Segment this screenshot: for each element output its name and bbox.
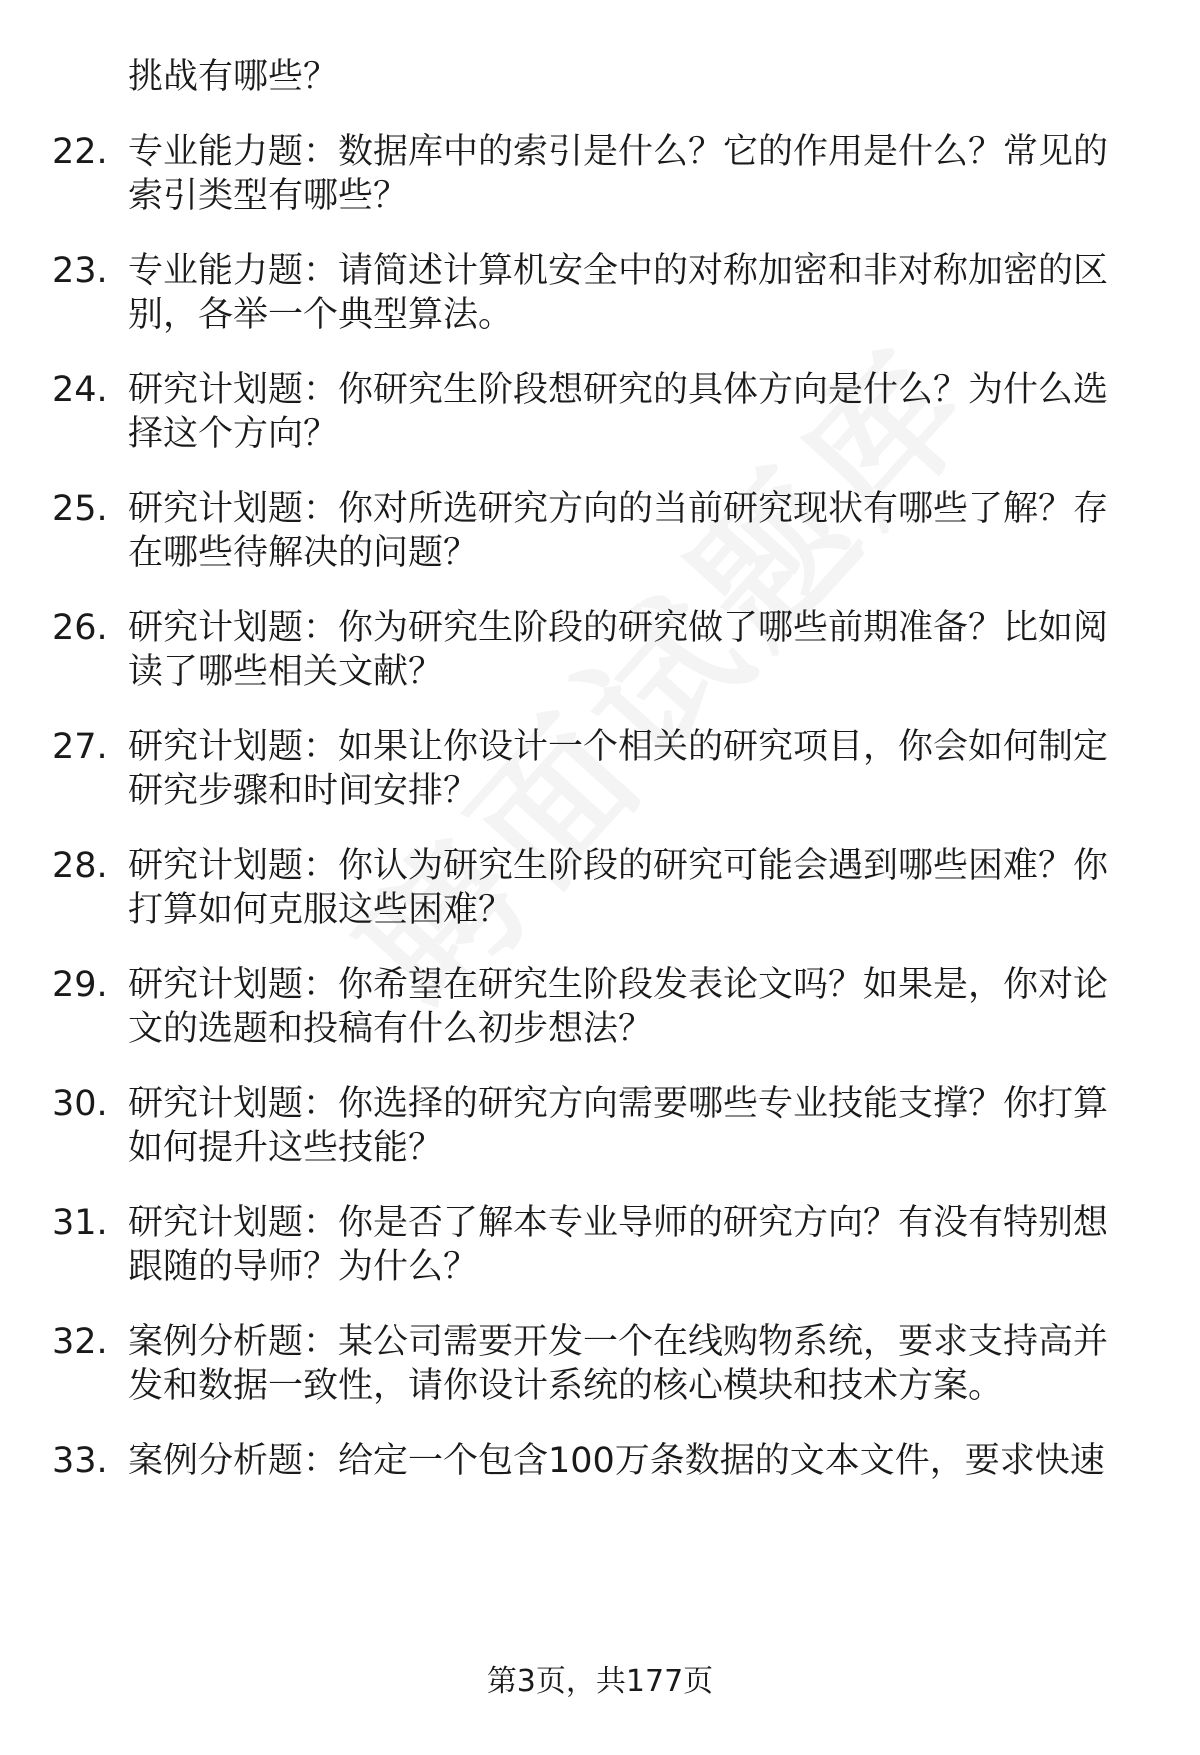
item-text-line: 研究计划题：你选择的研究方向需要哪些专业技能支撑？你打算: [128, 1084, 1109, 1124]
item-number: 28.: [52, 846, 108, 886]
item-text-line: 打算如何克服这些困难？: [128, 890, 514, 930]
item-text-line: 专业能力题：数据库中的索引是什么？它的作用是什么？常见的: [128, 132, 1109, 172]
item-text-line: 案例分析题：某公司需要开发一个在线购物系统，要求支持高并: [128, 1322, 1109, 1362]
item-text-line: 文的选题和投稿有什么初步想法？: [128, 1009, 654, 1049]
item-text-line: 案例分析题：给定一个包含100万条数据的文本文件，要求快速: [128, 1441, 1105, 1481]
item-text-line: 在哪些待解决的问题？: [128, 533, 479, 573]
item-text-line: 读了哪些相关文献？: [128, 652, 444, 692]
item-text-line: 研究计划题：你认为研究生阶段的研究可能会遇到哪些困难？你: [128, 846, 1109, 886]
item-number: 29.: [52, 965, 108, 1005]
item-text-line: 如何提升这些技能？: [128, 1128, 444, 1168]
item-number: 30.: [52, 1084, 108, 1124]
item-text-line: 研究计划题：你对所选研究方向的当前研究现状有哪些了解？存: [128, 489, 1109, 529]
item-number: 31.: [52, 1203, 108, 1243]
item-text-line: 挑战有哪些？: [128, 57, 339, 97]
item-text-line: 择这个方向？: [128, 414, 339, 454]
page-footer: 第3页，共177页: [486, 1664, 714, 1699]
item-number: 23.: [52, 251, 108, 291]
item-number: 26.: [52, 608, 108, 648]
item-text-line: 研究计划题：你是否了解本专业导师的研究方向？有没有特别想: [128, 1203, 1109, 1243]
item-number: 32.: [52, 1322, 108, 1362]
item-text-line: 别，各举一个典型算法。: [128, 295, 514, 335]
item-text-line: 专业能力题：请简述计算机安全中的对称加密和非对称加密的区: [128, 251, 1109, 291]
item-text-line: 索引类型有哪些？: [128, 176, 409, 216]
item-number: 22.: [52, 132, 108, 172]
item-text-line: 发和数据一致性，请你设计系统的核心模块和技术方案。: [128, 1366, 1004, 1406]
item-text-line: 研究计划题：你为研究生阶段的研究做了哪些前期准备？比如阅: [128, 608, 1109, 648]
item-text-line: 跟随的导师？为什么？: [128, 1247, 479, 1287]
item-text-line: 研究计划题：你研究生阶段想研究的具体方向是什么？为什么选: [128, 370, 1109, 410]
item-number: 33.: [52, 1441, 108, 1481]
item-text-line: 研究计划题：你希望在研究生阶段发表论文吗？如果是，你对论: [128, 965, 1109, 1005]
item-number: 27.: [52, 727, 108, 767]
item-text-line: 研究计划题：如果让你设计一个相关的研究项目，你会如何制定: [128, 727, 1109, 767]
item-number: 24.: [52, 370, 108, 410]
item-number: 25.: [52, 489, 108, 529]
item-text-line: 研究步骤和时间安排？: [128, 771, 479, 811]
